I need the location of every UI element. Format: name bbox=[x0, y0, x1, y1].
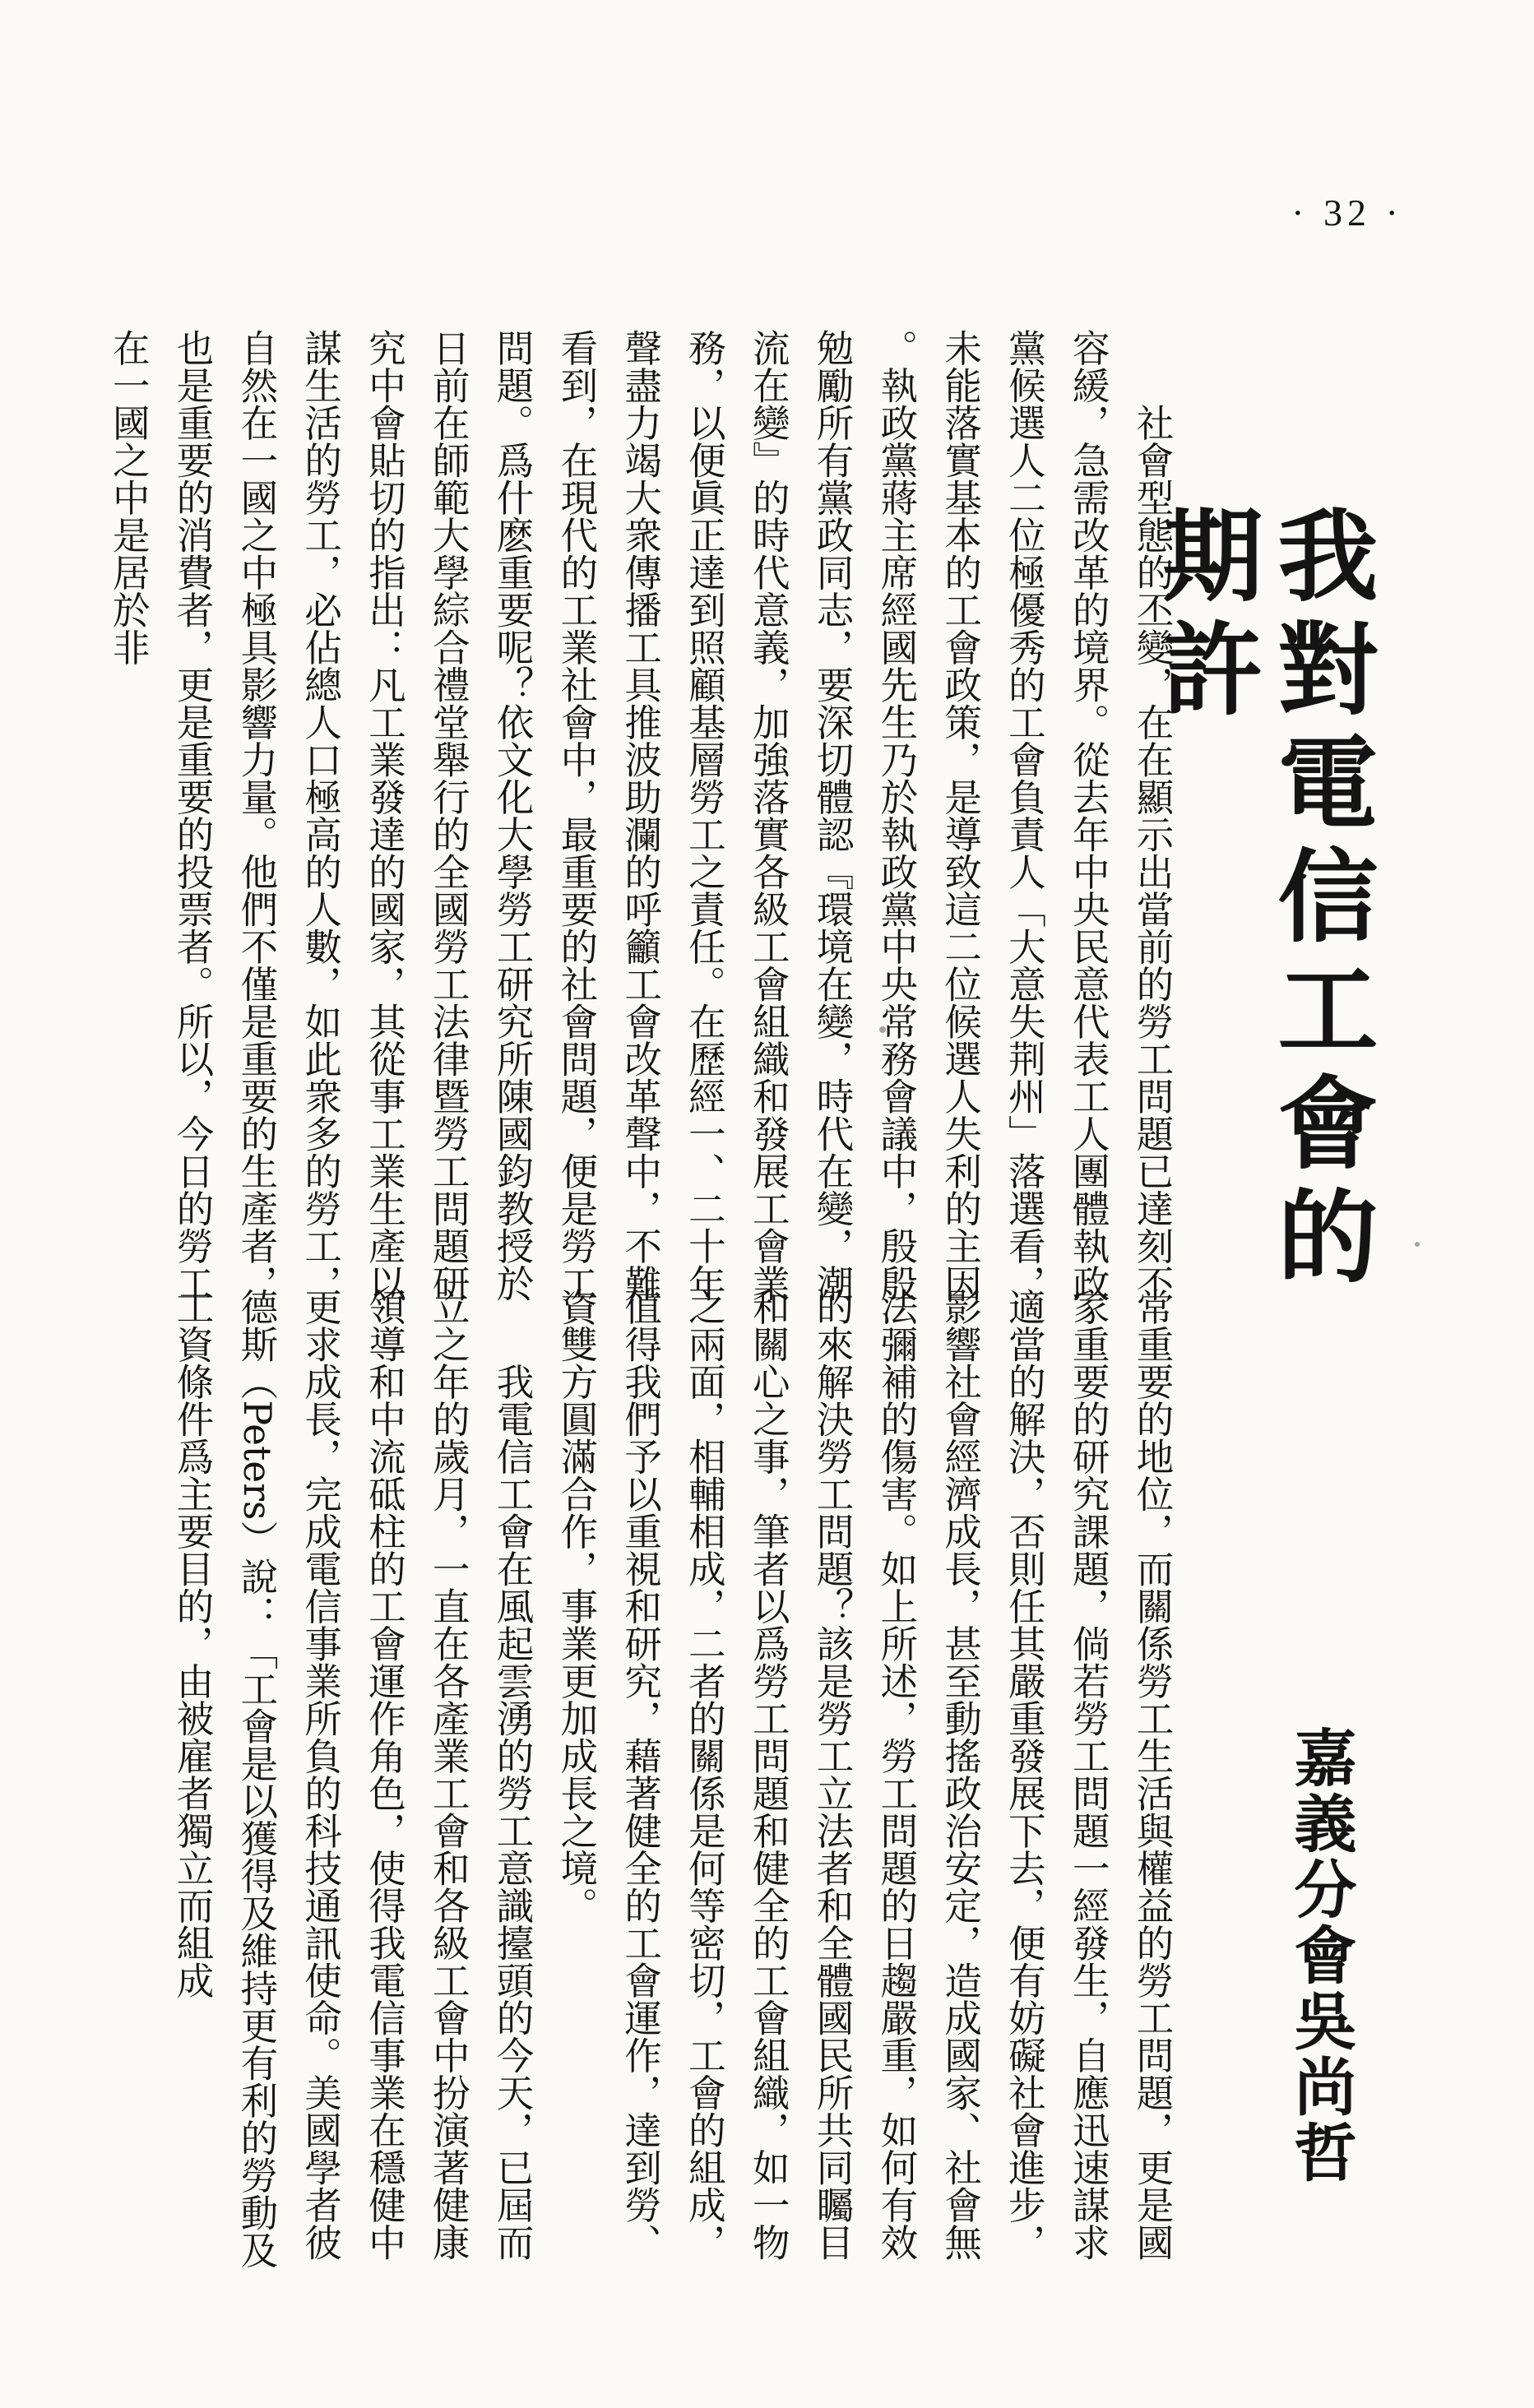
lower-paragraph-2: 我電信工會在風起雲湧的勞工意識擡頭的今天，已屆而立之年的歲月，一直在各產業工會和各級工會中扮演著健康領導和中流砥柱的工會運作角色，使得我電信事業在穩健中更求成長，完成電信事業所負的科技通訊使命。美國學者彼德斯（Peters）說：「工會是以獲得及維持更有利的勞動及工資條件爲主要目的，由被雇者獨立而組成 bbox=[171, 1288, 535, 2269]
ink-speck bbox=[1415, 1242, 1420, 1247]
lower-paragraph-1-continuation: 常重要的地位，而關係勞工生活與權益的勞工問題，更是國家重要的研究課題，倘若勞工問題一經發生，自應迅速謀求適當的解決，否則任其嚴重發展下去，便有妨礙社會進步，影響社會經濟成長，甚至動搖政治安定，造成國家、社會無法彌補的傷害。如上所述，勞工問題的日趨嚴重，如何有效的來解決勞工問題？該是勞工立法者和全體國民所共同矚目和關心之事，筆者以爲勞工問題和健全的工會組織，如一物之兩面，相輔相成，二者的關係是何等密切，工會的組成，值得我們予以重視和研究，藉著健全的工會運作，達到勞、資雙方圓滿合作，事業更加成長之境。 bbox=[554, 1288, 1175, 2261]
lower-text-block bbox=[160, 1288, 1184, 2275]
article-title: 我對電信工會的期許 bbox=[1146, 503, 1379, 1298]
ink-speck bbox=[879, 1026, 886, 1033]
upper-text-block bbox=[107, 329, 1184, 1316]
page-number: · 32 · bbox=[1291, 192, 1403, 234]
upper-paragraph-1: 社會型態的丕變，在在顯示出當前的勞工問題已達刻不容緩，急需改革的境界。從去年中央民意代表工人團體執政黨候選人二位極優秀的工會負責人「大意失荆州」落選看，未能落實基本的工會政策，是導致這二位候選人失利的主因。執政黨蔣主席經國先生乃於執政黨中央常務會議中，殷殷勉勵所有黨政同志，要深切體認『環境在變，時代在變，潮流在變』的時代意義，加強落實各級工會組織和發展工會業務，以便眞正達到照顧基層勞工之責任。在歷經一、二十年聲盡力竭大衆傳播工具推波助瀾的呼籲工會改革聲中，不難看到，在現代的工業社會中，最重要的社會問題，便是勞工問題。爲什麽重要呢？依文化大學勞工研究所陳國鈞教授於日前在師範大學綜合禮堂舉行的全國勞工法律暨勞工問題研究中會貼切的指出：凡工業發達的國家，其從事工業生產以謀生活的勞工，必佔總人口極高的人數，如此衆多的勞工，自然在一國之中極具影響力量。他們不僅是重要的生產者，也是重要的消費者，更是重要的投票者。所以，今日的勞工在一國之中是居於非 bbox=[107, 329, 1175, 1302]
author-byline: 嘉義分會吳尚哲 bbox=[1284, 1725, 1357, 2186]
